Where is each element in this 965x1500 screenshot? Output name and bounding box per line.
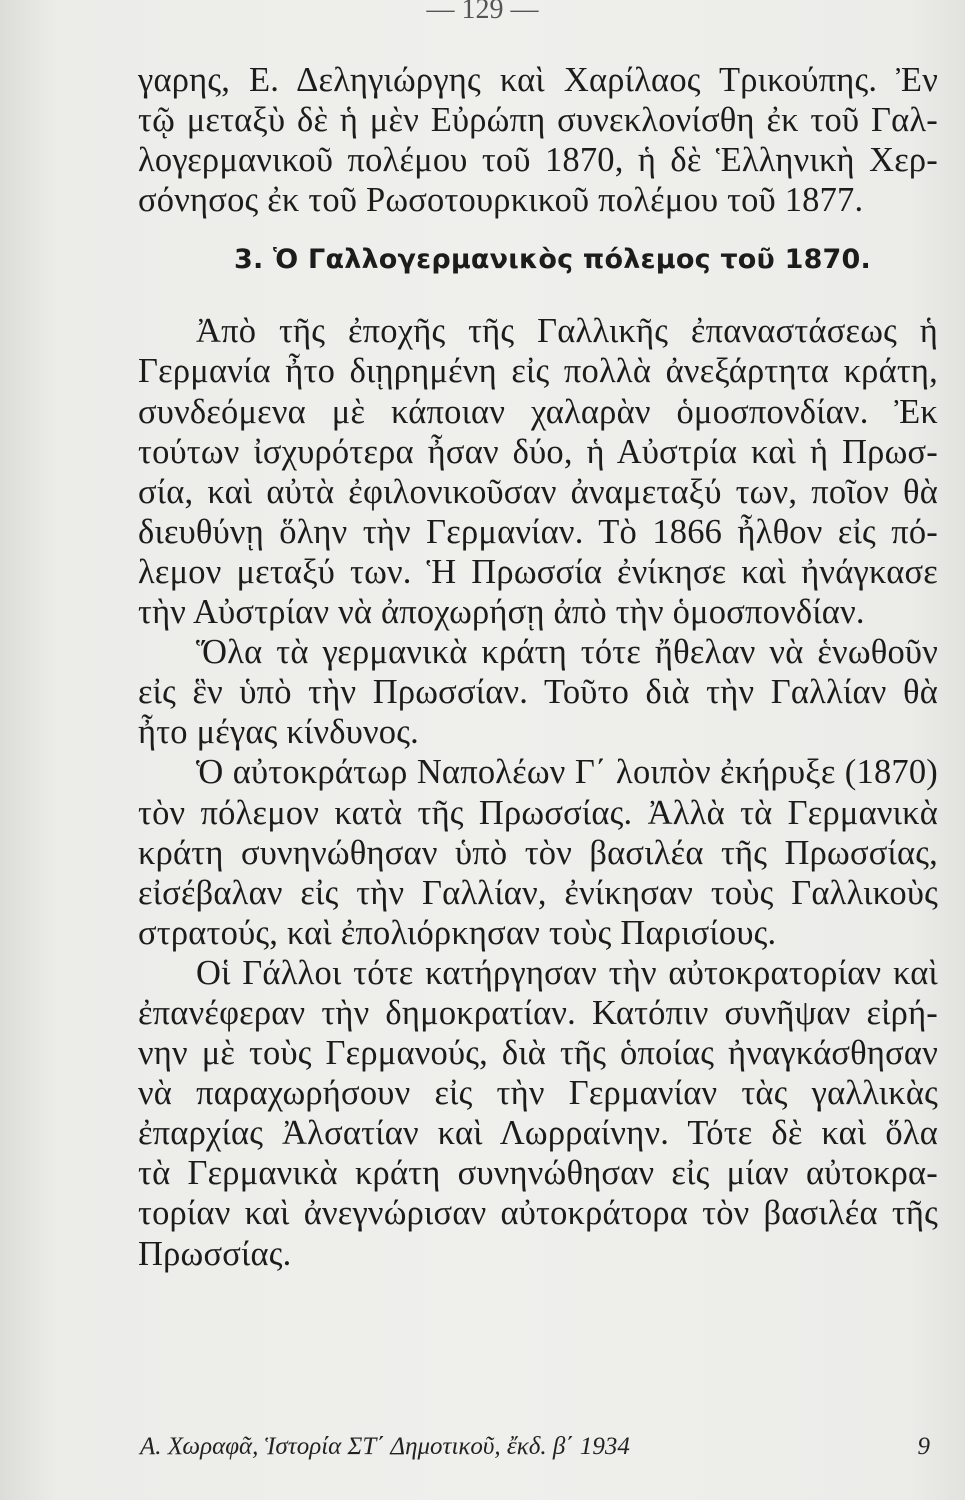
- text-line: Γερμανία ἦτο διῃρημένη εἰς πολλὰ ἀνεξάρτητα κράτη,: [138, 352, 938, 391]
- text-line: Πρωσσίας.: [138, 1234, 292, 1273]
- page-number: — 129 —: [426, 0, 539, 25]
- text-line: Ὁ αὐτοκράτωρ Ναπολέων Γ΄ λοιπὸν ἐκήρυξε (1870): [196, 753, 938, 792]
- text-line: Ἀπὸ τῆς ἐποχῆς τῆς Γαλλικῆς ἐπαναστάσεως ἡ: [196, 312, 938, 351]
- text-line: τορίαν καὶ ἀνεγνώρισαν αὐτοκράτορα τὸν βασιλέα τῆς: [138, 1194, 938, 1233]
- text-line: κράτη συνηνώθησαν ὑπὸ τὸν βασιλέα τῆς Πρωσσίας,: [138, 833, 938, 872]
- text-line: Οἱ Γάλλοι τότε κατήργησαν τὴν αὐτοκρατορίαν καὶ: [196, 953, 938, 992]
- text-line: ἐπανέφεραν τὴν δημοκρατίαν. Κατόπιν συνῆψαν εἰρή-: [138, 993, 938, 1032]
- section-heading: 3. Ὁ Γαλλογερμανικὸς πόλεμος τοῦ 1870.: [234, 244, 871, 276]
- text-line: εἰς ἓν ὑπὸ τὴν Πρωσσίαν. Τοῦτο διὰ τὴν Γαλλίαν θὰ: [138, 673, 938, 712]
- text-line: Ὅλα τὰ γερμανικὰ κράτη τότε ἤθελαν νὰ ἑνωθοῦν: [196, 633, 938, 672]
- text-line: τὴν Αὐστρίαν νὰ ἀποχωρήσῃ ἀπὸ τὴν ὁμοσπονδίαν.: [138, 593, 865, 632]
- text-line: στρατούς, καὶ ἐπολιόρκησαν τοὺς Παρισίους.: [138, 913, 777, 952]
- text-line: σόνησος ἐκ τοῦ Ρωσοτουρκικοῦ πολέμου τοῦ 1877.: [138, 181, 864, 220]
- text-line: νην μὲ τοὺς Γερμανούς, διὰ τῆς ὁποίας ἠναγκάσθησαν: [138, 1034, 938, 1073]
- text-line: λεμον μεταξύ των. Ἡ Πρωσσία ἐνίκησε καὶ ἠνάγκασε: [138, 552, 938, 591]
- text-line: λογερμανικοῦ πολέμου τοῦ 1870, ἡ δὲ Ἑλληνικὴ Χερ-: [138, 141, 938, 180]
- text-line: συνδεόμενα μὲ κάποιαν χαλαρὰν ὁμοσπονδίαν. Ἐκ: [138, 392, 938, 431]
- text-line: διευθύνῃ ὅλην τὴν Γερμανίαν. Τὸ 1866 ἦλθον εἰς πό-: [138, 512, 938, 551]
- text-line: τούτων ἰσχυρότερα ἦσαν δύο, ἡ Αὐστρία καὶ ἡ Πρωσ-: [138, 432, 938, 471]
- signature-mark: 9: [917, 1433, 930, 1460]
- footer-citation: Α. Χωραφᾶ, Ἱστορία ΣΤ΄ Δημοτικοῦ, ἔκδ. β΄ 1934: [140, 1433, 630, 1460]
- text-line: τὸν πόλεμον κατὰ τῆς Πρωσσίας. Ἀλλὰ τὰ Γερμανικὰ: [138, 793, 938, 832]
- text-line: εἰσέβαλαν εἰς τὴν Γαλλίαν, ἐνίκησαν τοὺς Γαλλικοὺς: [138, 873, 938, 912]
- text-line: νὰ παραχωρήσουν εἰς τὴν Γερμανίαν τὰς γαλλικὰς: [138, 1074, 938, 1113]
- text-line: σία, καὶ αὐτὰ ἐφιλονικοῦσαν ἀναμεταξύ των, ποῖον θὰ: [138, 472, 938, 511]
- text-line: τῷ μεταξὺ δὲ ἡ μὲν Εὐρώπη συνεκλονίσθη ἐκ τοῦ Γαλ-: [138, 101, 938, 140]
- text-line: γαρης, Ε. Δεληγιώργης καὶ Χαρίλαος Τρικούπης. Ἐν: [138, 61, 938, 99]
- text-line: τὰ Γερμανικὰ κράτη συνηνώθησαν εἰς μίαν αὐτοκρα-: [138, 1154, 938, 1193]
- body-text: [138, 60, 938, 1274]
- text-line: ἐπαρχίας Ἀλσατίαν καὶ Λωρραίνην. Τότε δὲ καὶ ὅλα: [138, 1114, 938, 1153]
- text-line: ἦτο μέγας κίνδυνος.: [138, 713, 419, 752]
